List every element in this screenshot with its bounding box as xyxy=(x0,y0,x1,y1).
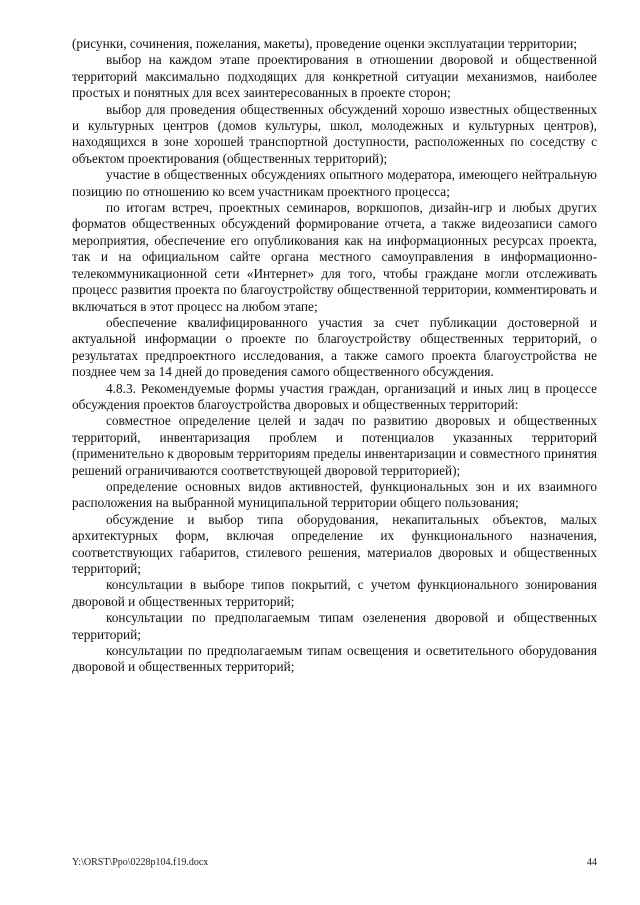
document-body xyxy=(72,36,597,676)
page-footer xyxy=(72,857,597,868)
paragraph: (рисунки, сочинения, пожелания, макеты), проведение оценки эксплуатации территории; xyxy=(72,36,578,51)
footer-file-path: Y:\ORST\Ppo\0228p104.f19.docx xyxy=(72,857,209,868)
paragraph: совместное определение целей и задач по развитию дворовых и общественных территорий, инвентаризация проблем и потенциалов указанных территорий (применительно к дворовым территориям пределы инвентаризации и совместного принятия решений ограничиваются соответствующей дворовой территорией); xyxy=(72,413,597,478)
paragraph: по итогам встреч, проектных семинаров, воркшопов, дизайн-игр и любых других форматов общественных обсуждений формирование отчета, а также видеозаписи самого мероприятия, обеспечение его опубликования как на информационных ресурсах проекта, так и на официальном сайте органа местного самоуправления в информационно-телекоммуникационной сети «Интернет» для того, чтобы граждане могли отслеживать процесс развития проекта по благоустройству общественной территории, комментировать и включаться в этот процесс на любом этапе; xyxy=(72,200,597,314)
paragraph: обеспечение квалифицированного участия за счет публикации достоверной и актуальной информации о проекте по благоустройству общественных территорий, о результатах предпроектного исследования, а также самого проекта благоустройства не позднее чем за 14 дней до проведения самого общественного обсуждения. xyxy=(72,314,597,380)
paragraph: 4.8.3. Рекомендуемые формы участия граждан, организаций и иных лиц в процессе обсуждения проектов благоустройства дворовых и общественных территорий: xyxy=(72,380,597,412)
paragraph: консультации по предполагаемым типам освещения и осветительного оборудования дворовой и общественных территорий; xyxy=(72,643,597,675)
paragraph: выбор для проведения общественных обсуждений хорошо известных общественных и культурных центров (домов культуры, школ, молодежных и культурных центров), находящихся в зоне хорошей транспортной доступности, расположенных по соседству с объектом проектирования (общественных территорий); xyxy=(72,101,597,166)
paragraph: выбор на каждом этапе проектирования в отношении дворовой и общественной территорий максимально подходящих для конкретной ситуации механизмов, наиболее простых и понятных для всех заинтересованных в проекте сторон; xyxy=(72,52,597,101)
paragraph: участие в общественных обсуждениях опытного модератора, имеющего нейтральную позицию по отношению ко всем участникам проектного процесса; xyxy=(72,167,597,199)
paragraph: определение основных видов активностей, функциональных зон и их взаимного расположения на выбранной муниципальной территории общего пользования; xyxy=(72,478,597,511)
paragraph: консультации по предполагаемым типам озеленения дворовой и общественных территорий; xyxy=(72,610,597,642)
footer-page-number: 44 xyxy=(587,857,597,868)
paragraph: обсуждение и выбор типа оборудования, некапитальных объектов, малых архитектурных форм, включая определение их функционального назначения, соответствующих габаритов, стилевого решения, материалов дворовых и общественных территорий; xyxy=(72,511,597,576)
paragraph: консультации в выборе типов покрытий, с учетом функционального зонирования дворовой и общественных территорий; xyxy=(72,577,597,609)
